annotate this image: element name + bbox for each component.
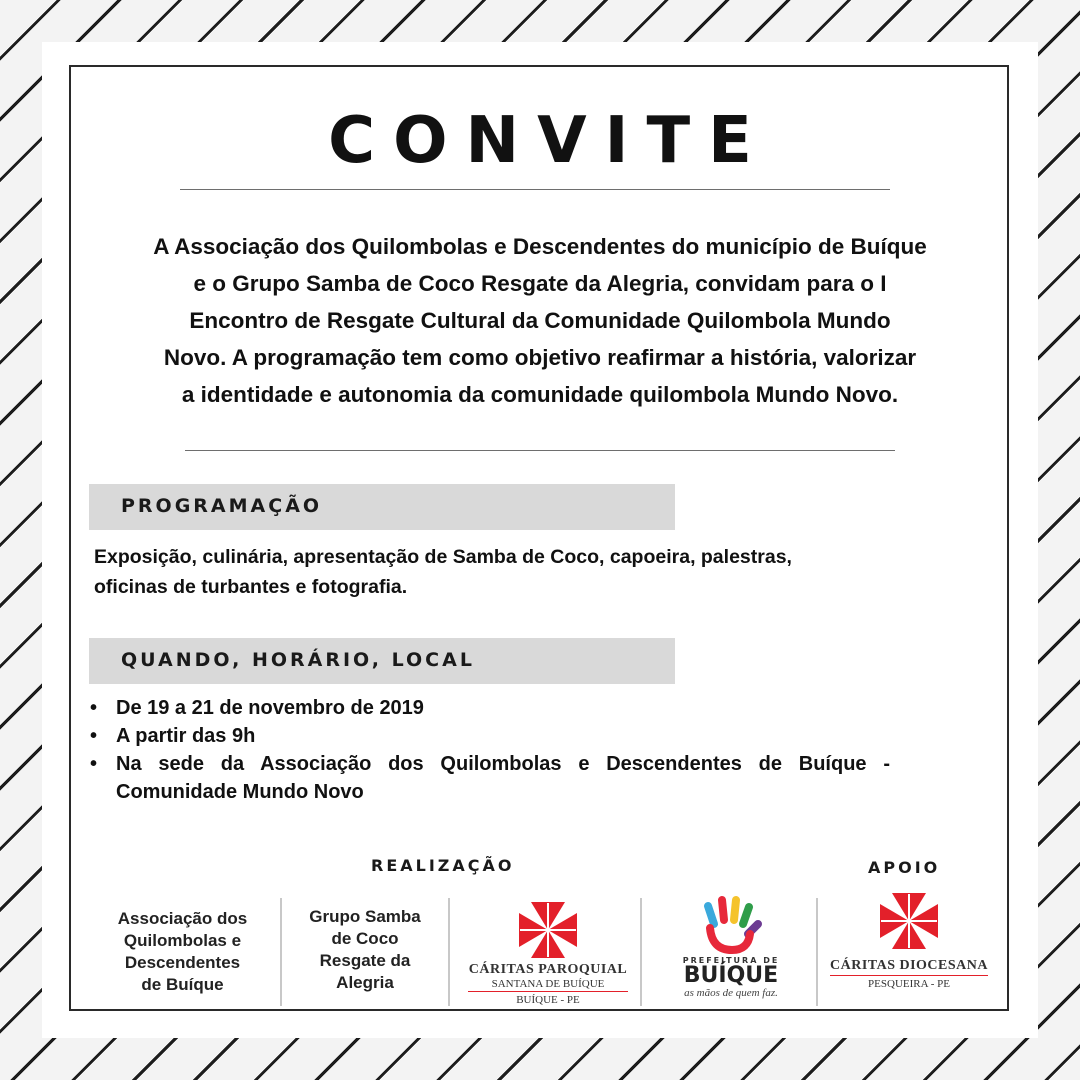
logo-separator (448, 898, 450, 1006)
org-line: Descendentes (124, 953, 241, 972)
bullet-icon: • (90, 753, 98, 775)
intro-line: Encontro de Resgate Cultural da Comunidade Quilombola Mundo (189, 308, 891, 333)
list-item-text: De 19 a 21 de novembro de 2019 (116, 697, 424, 719)
grupo-name (292, 906, 438, 994)
caritas-diocesana-place: PESQUEIRA - PE (868, 978, 950, 990)
apoio-label: APOIO (868, 858, 941, 877)
associacao-name (100, 908, 265, 996)
intro-divider (185, 450, 895, 451)
list-item (90, 722, 890, 750)
caritas-diocesana-name: CÁRITAS DIOCESANA (830, 958, 988, 976)
title-divider (180, 189, 890, 190)
list-item (90, 694, 890, 722)
logo-separator (280, 898, 282, 1006)
bullet-icon: • (90, 697, 98, 719)
caritas-paroquial-name: CÁRITAS PAROQUIAL (468, 962, 628, 977)
intro-line: e o Grupo Samba de Coco Resgate da Alegria, convidam para o I (193, 271, 887, 296)
org-line: Quilombolas e (123, 931, 242, 950)
prefeitura-logo (656, 894, 806, 999)
logo-separator (640, 898, 642, 1006)
programacao-line: Exposição, culinária, apresentação de Samba de Coco, capoeira, palestras, (94, 546, 792, 568)
list-item-text: A partir das 9h (116, 725, 256, 747)
org-line: Grupo Samba (309, 907, 421, 926)
caritas-paroquial-place: BUÍQUE - PE (516, 994, 580, 1006)
org-line: de Coco (331, 929, 399, 948)
org-line: Associação dos (117, 909, 248, 928)
invitation-card (42, 42, 1038, 1038)
realizacao-label: REALIZAÇÃO (371, 856, 515, 875)
list-item (90, 750, 890, 806)
quando-list (90, 694, 890, 806)
intro-line: Novo. A programação tem como objetivo reafirmar a história, valorizar (163, 345, 917, 370)
org-line: Resgate da (319, 951, 411, 970)
page-title: CONVITE (328, 104, 770, 178)
logo-separator (816, 898, 818, 1006)
caritas-diocesana-logo (830, 890, 988, 990)
prefeitura-slogan: as mãos de quem faz. (684, 987, 778, 999)
prefeitura-top: PREFEITURA DE (682, 956, 780, 965)
org-line: Alegria (336, 973, 394, 992)
caritas-cross-icon (878, 890, 940, 952)
prefeitura-name: BUÍQUE (683, 963, 779, 988)
quando-header (89, 638, 675, 684)
programacao-line: oficinas de turbantes e fotografia. (94, 576, 408, 598)
programacao-text (94, 542, 944, 602)
caritas-paroquial-logo (460, 900, 636, 1006)
org-line: de Buíque (141, 975, 224, 994)
intro-line: A Associação dos Quilombolas e Descendentes do município de Buíque (153, 234, 927, 259)
intro-line: a identidade e autonomia da comunidade quilombola Mundo Novo. (181, 382, 899, 407)
intro-paragraph (102, 228, 978, 413)
programacao-header (89, 484, 675, 530)
caritas-cross-icon (517, 900, 579, 960)
programacao-heading: PROGRAMAÇÃO (121, 495, 323, 517)
quando-heading: QUANDO, HORÁRIO, LOCAL (121, 649, 475, 671)
colorful-hand-icon (698, 894, 764, 954)
list-item-text: Na sede da Associação dos Quilombolas e Descendentes de Buíque - Comunidade Mundo Novo (116, 753, 890, 803)
bullet-icon: • (90, 725, 98, 747)
caritas-paroquial-sub: SANTANA DE BUÍQUE (468, 978, 628, 992)
